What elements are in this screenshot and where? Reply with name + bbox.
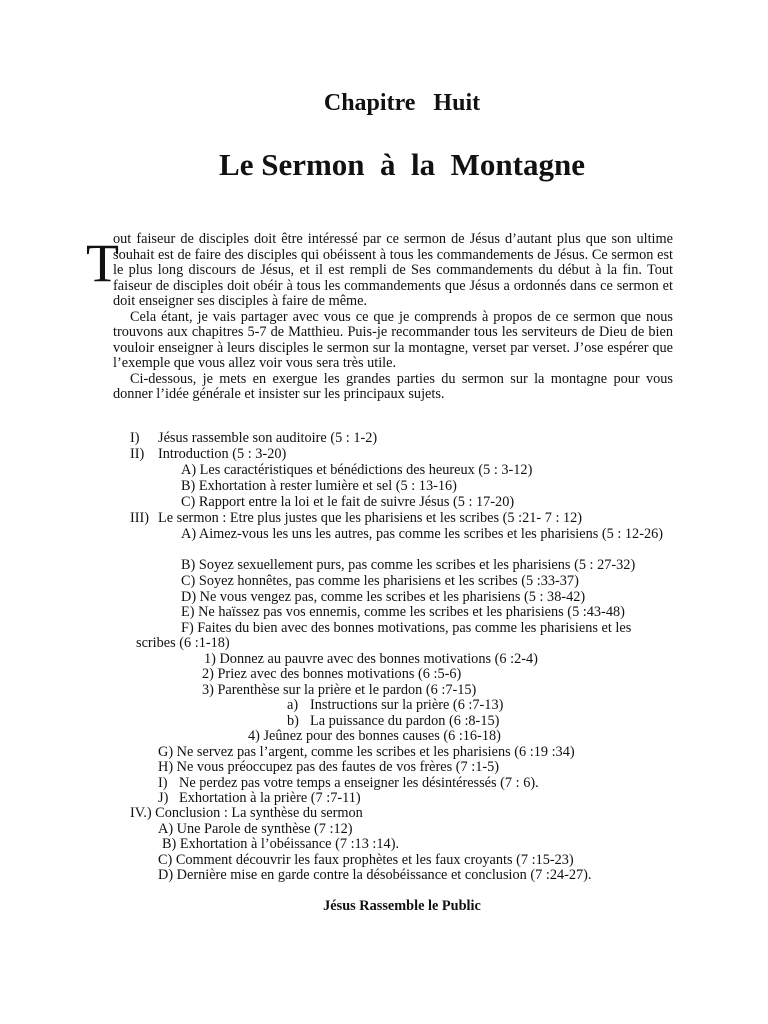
outline-item-iii-e: E) Ne haïssez pas vos ennemis, comme les scribes et les pharisiens (5 :43-48) <box>181 604 625 620</box>
outline-item-iii-a: A) Aimez-vous les uns les autres, pas comme les scribes et les pharisiens (5 : 12-26) <box>181 526 664 542</box>
outline-item-ii-a: A) Les caractéristiques et bénédictions des heureux (5 : 3-12) <box>181 462 533 478</box>
outline-item-ii-b: B) Exhortation à rester lumière et sel (5 : 13-16) <box>181 478 457 494</box>
outline-item-ii-c: C) Rapport entre la loi et le fait de suivre Jésus (5 : 17-20) <box>181 494 515 510</box>
intro-text <box>113 232 673 403</box>
outline-text: Ne perdez pas votre temps a enseigner les désintéressés (7 : 6). <box>179 775 539 791</box>
outline-marker: III) <box>130 510 150 526</box>
intro-paragraph-1: out faiseur de disciples doit être intéressé par ce sermon de Jésus d’autant plus que son ultime souhait est de faire des disciples qui obéissent à tous les commandements de Jésus. Ce sermon est le plus long discours de Jésus, et il est rempli de Ses commandements du début à la fin. Tout faiseur de disciples doit obéir à tous les commandements que Jésus a ordonnés dans ce sermon et doit enseigner ses disciples à faire de même. <box>113 231 673 309</box>
outline-text: La puissance du pardon (6 :8-15) <box>310 713 500 729</box>
outline-item-iii-f-cont: scribes (6 :1-18) <box>136 635 230 651</box>
outline-item-iii-d: D) Ne vous vengez pas, comme les scribes et les pharisiens (5 : 38-42) <box>181 589 586 605</box>
outline-item-ii <box>130 447 286 463</box>
outline-marker: I) <box>130 430 140 446</box>
outline-item-iii-f: F) Faites du bien avec des bonnes motivations, pas comme les pharisiens et les <box>181 620 632 636</box>
chapter-heading: Chapitre Huit <box>323 90 481 116</box>
outline-text: Introduction (5 : 3-20) <box>158 446 287 462</box>
outline-item-iii-f-2: 2) Priez avec des bonnes motivations (6 :5-6) <box>202 666 462 682</box>
outline-marker: I) <box>158 775 168 791</box>
outline-marker: b) <box>287 713 299 729</box>
outline-item-iii-f-4: 4) Jeûnez pour des bonnes causes (6 :16-18) <box>248 728 501 744</box>
outline-item-iv-b: B) Exhortation à l’obéissance (7 :13 :14). <box>162 836 400 852</box>
outline-item-iii-h: H) Ne vous préoccupez pas des fautes de vos frères (7 :1-5) <box>158 759 500 775</box>
outline-item-iv-c: C) Comment découvrir les faux prophètes et les faux croyants (7 :15-23) <box>158 852 574 868</box>
drop-cap: T <box>86 233 119 293</box>
outline-item-iv-a: A) Une Parole de synthèse (7 :12) <box>158 821 353 837</box>
outline-text: Exhortation à la prière (7 :7-11) <box>179 790 361 806</box>
outline-item-iii <box>130 511 582 527</box>
outline-text: Instructions sur la prière (6 :7-13) <box>310 697 504 713</box>
outline-item-iii-g: G) Ne servez pas l’argent, comme les scribes et les pharisiens (6 :19 :34) <box>158 744 575 760</box>
outline-marker: a) <box>287 697 299 713</box>
outline-item-iv-d: D) Dernière mise en garde contre la désobéissance et conclusion (7 :24-27). <box>158 867 592 883</box>
outline-item-iii-c: C) Soyez honnêtes, pas comme les pharisiens et les scribes (5 :33-37) <box>181 573 579 589</box>
outline-item-iii-b: B) Soyez sexuellement purs, pas comme les scribes et les pharisiens (5 : 27-32) <box>181 557 636 573</box>
outline-item-iii-f-3-a <box>287 698 503 714</box>
intro-paragraph-2: Cela étant, je vais partager avec vous ce que je comprends à propos de ce sermon que nous trouvons aux chapitres 5-7 de Matthieu. Puis-je recommander tous les serviteurs de Dieu de bien vouloir enseigner à leurs disciples le sermon sur la montagne, verset par verset. J’ose espérer que l’exemple que vous allez voir vous sera très utile. <box>113 308 673 371</box>
outline-marker: J) <box>158 790 169 806</box>
page-title: Le Sermon à la Montagne <box>219 147 585 182</box>
outline-marker: II) <box>130 446 145 462</box>
intro-paragraph-3: Ci-dessous, je mets en exergue les grandes parties du sermon sur la montagne pour vous donner l’idée générale et insister sur les principaux sujets. <box>113 370 673 402</box>
outline-item-i <box>130 431 377 447</box>
outline-item-iv: IV.) Conclusion : La synthèse du sermon <box>130 805 363 821</box>
section-heading: Jésus Rassemble le Public <box>323 898 481 914</box>
outline-item-iii-f-1: 1) Donnez au pauvre avec des bonnes motivations (6 :2-4) <box>204 651 538 667</box>
outline-text: Le sermon : Etre plus justes que les pharisiens et les scribes (5 :21- 7 : 12) <box>158 510 583 526</box>
outline-text: Jésus rassemble son auditoire (5 : 1-2) <box>158 430 378 446</box>
outline-item-iii-f-3: 3) Parenthèse sur la prière et le pardon (6 :7-15) <box>202 682 477 698</box>
